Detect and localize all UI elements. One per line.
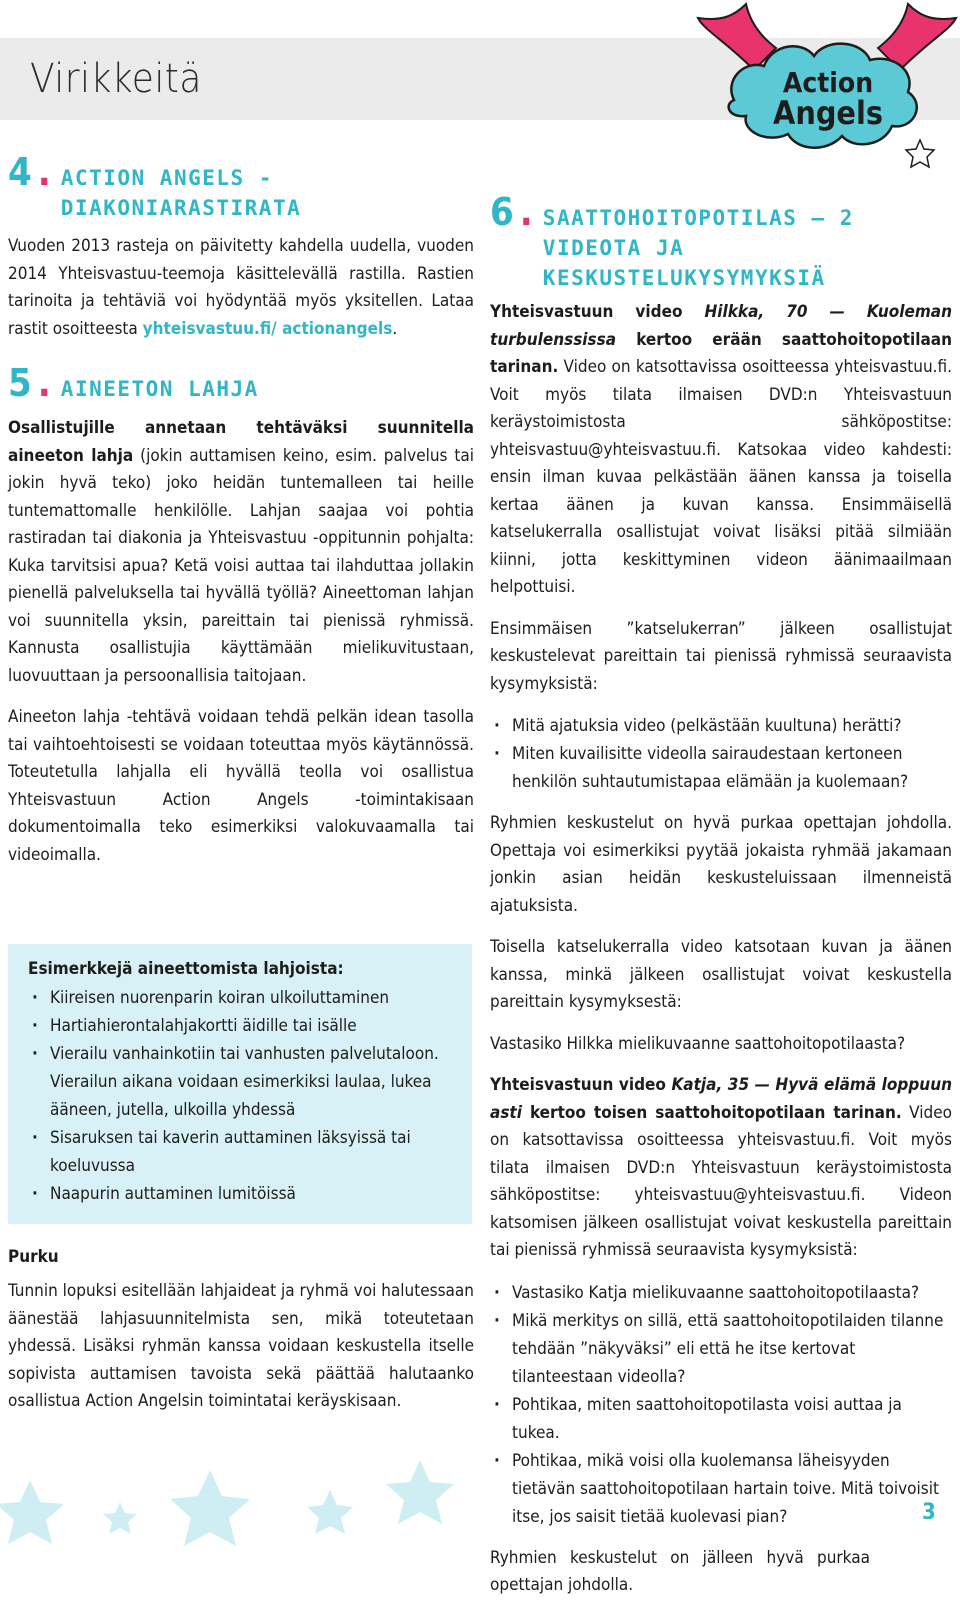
examples-title: Esimerkkejä aineettomista lahjoista: (28, 959, 344, 979)
rastit-link[interactable]: yhteisvastuu.fi/ actionangels (142, 318, 393, 339)
section-6-number: 6 (490, 190, 514, 234)
list-item: · Vierailu vanhainkotiin tai vanhusten palvelutaloon. Vierailun aikana voidaan esimerkiksi laulaa, lukea ääneen, jutella, ulkoilla yhdessä (28, 1040, 458, 1124)
list-item: · Mikä merkitys on sillä, että saattohoitopotilaiden tilanne tehdään ”näkyväksi” eli että he itse kertovat tilanteestaan videolla? (490, 1307, 952, 1391)
star-icon (170, 1470, 250, 1546)
list-item: · Pohtikaa, miten saattohoitopotilasta voisi auttaa ja tukea. (490, 1391, 952, 1447)
list-item: · Miten kuvailisitte videolla sairaudestaan kertoneen henkilön suhtautumistapaa elämään ja kuolemaan? (490, 740, 952, 796)
purku-title: Purku (8, 1247, 59, 1267)
section-4-title: ACTION ANGELS -DIAKONIARASTIRATA (60, 166, 302, 220)
decorative-stars (0, 1440, 480, 1546)
star-icon (103, 1502, 137, 1534)
video-1-paragraph-5: Vastasiko Hilkka mielikuvaanne saattohoitopotilaasta? (490, 1033, 906, 1054)
section-6-title: SAATTOHOITOPOTILAS — 2 VIDEOTA JA KESKUSTELUKYSYMYKSIÄ (542, 206, 854, 290)
video-1-paragraph-4: Toisella katselukerralla video katsotaan kuvan ja äänen kanssa, minkä jälkeen osallistujat voivat keskustella pareittain kysymyksestä: (490, 937, 952, 1012)
list-item: · Mitä ajatuksia video (pelkästään kuultuna) herätti? (490, 712, 952, 740)
video-2-questions (490, 1279, 952, 1531)
section-6-heading: 6 . SAATTOHOITOPOTILAS — 2 VIDEOTA JA KESKUSTELUKYSYMYKSIÄ (490, 190, 952, 293)
star-outline-icon (906, 140, 934, 167)
video-1-questions (490, 712, 952, 796)
logo-line1: Action (782, 66, 874, 99)
star-icon (307, 1490, 353, 1534)
section-5-title: AINEETON LAHJA (60, 377, 259, 401)
right-column (490, 190, 952, 1614)
page-title: Virikkeitä (30, 56, 202, 102)
star-icon (386, 1460, 454, 1524)
video-1-intro: Yhteisvastuun video Hilkka, 70 — Kuoleman turbulenssissa kertoo erään saattohoitopotilaan tarinan. Video on katsottavissa osoitteessa yhteisvastuu.fi. Voit myös tilata ilmaisen DVD:n Yhteisvastuun keräystoimistosta sähköpostitse: yhteisvastuu@yhteisvastuu.fi. Katsokaa video kahdesti: ensin ilman kuvaa pelkästään äänen kanssa ja toisella kertaa äänen ja kuvan kanssa. Ensimmäisellä katselukerralla osallistujat voivat lisäksi pitää silmiään kiinni, jotta keskittyminen videon äänimaailmaan helpottuisi. (490, 302, 952, 597)
video-2-closing: Ryhmien keskustelut on jälleen hyvä purkaa opettajan johdolla. (490, 1547, 870, 1595)
left-column (8, 150, 474, 883)
section-4-paragraph: Vuoden 2013 rasteja on päivitetty kahdella uudella, vuoden 2014 Yhteisvastuu-teemoja käsittelevällä rastilla. Rastien tarinoita ja tehtäviä voi hyödyntää myös yksitellen. Lataa rastit osoitteesta yhteisvastuu.fi/ actionangels. (8, 236, 474, 339)
section-4-heading: 4 . ACTION ANGELS -DIAKONIARASTIRATA (8, 150, 474, 223)
section-4-number: 4 (8, 150, 32, 194)
star-icon (0, 1480, 64, 1544)
logo-line2: Angels (773, 94, 883, 132)
list-item: · Vastasiko Katja mielikuvaanne saattohoitopotilaasta? (490, 1279, 952, 1307)
section-5-paragraph-1: Osallistujille annetaan tehtäväksi suunnitella aineeton lahja (jokin auttamisen keino, esim. palvelus tai jokin hyvä teko) joko heidän tuntemalleen tai heille tuntemattomalle henkilölle. Lahjan saajaa voi pohtia rastiradan tai diakonia ja Yhteisvastuu -oppitunnin pohjalta: Kuka tarvitsisi apua? Ketä voisi auttaa tai ilahduttaa jollakin pienellä palveluksella tai hyvällä työllä? Aineettoman lahjan voi suunnitella yksin, pareittain tai pienissä ryhmissä. Kannusta osallistujia käyttämään mielikuvitustaan, luovuuttaan ja persoonallisia taitojaan. (8, 418, 474, 686)
section-5-number: 5 (8, 361, 32, 405)
list-item: · Hartiahierontalahjakortti äidille tai isälle (28, 1012, 458, 1040)
video-2-intro: Yhteisvastuun video Katja, 35 — Hyvä elämä loppuun asti kertoo toisen saattohoitopotilaan tarinan. Video on katsottavissa osoitteessa yhteisvastuu.fi. Voit myös tilata ilmaisen DVD:n Yhteisvastuun keräystoimistosta sähköpostitse: yhteisvastuu@yhteisvastuu.fi. Videon katsomisen jälkeen osallistujat voivat keskustella pareittain tai pienissä ryhmissä seuraavista kysymyksistä: (490, 1075, 952, 1260)
examples-box (8, 944, 472, 1224)
video-1-paragraph-2: Ensimmäisen ”katselukerran” jälkeen osallistujat keskustelevat pareittain tai pienissä ryhmissä seuraavista kysymyksistä: (490, 618, 952, 694)
list-item: · Kiireisen nuorenparin koiran ulkoiluttaminen (28, 984, 458, 1012)
list-item: · Pohtikaa, mikä voisi olla kuolemansa läheisyyden tietävän saattohoitopotilaan hartain toive. Mitä toivoisit itse, jos saisit tietää kuolevasi pian? (490, 1447, 952, 1531)
video-1-paragraph-3: Ryhmien keskustelut on hyvä purkaa opettajan johdolla. Opettaja voi esimerkiksi pyytää jokaista ryhmää jakamaan jonkin asian heidän keskusteluissaan ilmenneistä ajatuksista. (490, 813, 952, 916)
list-item: · Naapurin auttaminen lumitöissä (28, 1180, 458, 1208)
section-5-heading: 5 . AINEETON LAHJA (8, 361, 259, 405)
examples-list (28, 984, 458, 1208)
list-item: · Sisaruksen tai kaverin auttaminen läksyissä tai koeluvussa (28, 1124, 458, 1180)
left-wing-icon (698, 4, 776, 70)
page-number: 3 (922, 1500, 936, 1525)
purku-paragraph: Tunnin lopuksi esitellään lahjaideat ja ryhmä voi halutessaan äänestää lahjasuunnitelmista sen, mikä toteutetaan yhdessä. Lisäksi ryhmän kanssa voidaan keskustella itselle sopivista auttamisen tavoista sekä päättää halutaanko osallistua Action Angelsin toimintatai keräyskisaan. (8, 1281, 474, 1411)
action-angels-logo (694, 0, 960, 170)
section-5-paragraph-2: Aineeton lahja -tehtävä voidaan tehdä pelkän idean tasolla tai vaihtoehtoisesti se voidaan toteuttaa myös käytännössä. Toteutetulla lahjalla eli hyvällä teolla voi osallistua Yhteisvastuun Action Angels -toimintakisaan dokumentoimalla teko esimerkiksi valokuvaamalla tai videoimalla. (8, 707, 474, 865)
purku-section (8, 1244, 474, 1430)
